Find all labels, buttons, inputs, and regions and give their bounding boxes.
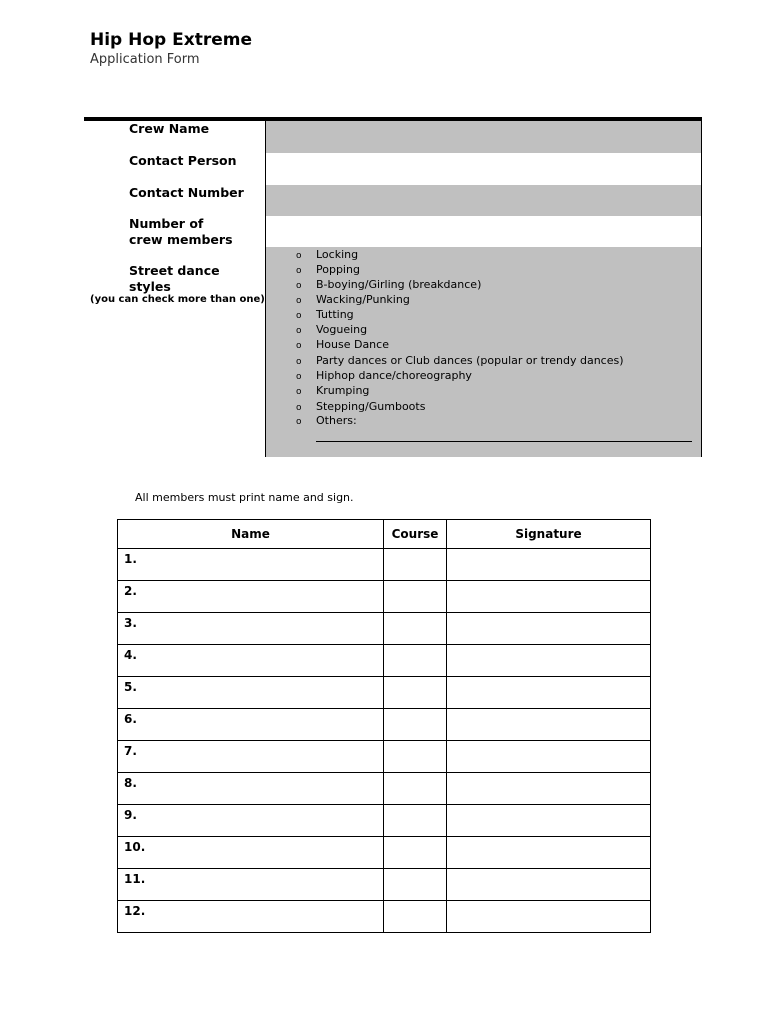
bullet-icon: o — [296, 357, 302, 367]
name-column-header: Name — [118, 520, 384, 549]
bullet-icon: o — [296, 372, 302, 382]
others-input-line[interactable] — [316, 441, 692, 442]
style-option[interactable] — [296, 413, 357, 430]
bullet-icon: o — [296, 281, 302, 291]
bullet-icon: o — [296, 266, 302, 276]
style-option-label: Party dances or Club dances (popular or trendy dances) — [316, 354, 624, 367]
signature-cell[interactable] — [447, 645, 651, 677]
signature-cell[interactable] — [447, 901, 651, 933]
table-row — [118, 741, 651, 773]
number-of-members-label-line2: crew members — [129, 232, 233, 247]
name-cell[interactable]: 10. — [118, 837, 384, 869]
contact-person-field[interactable] — [266, 153, 701, 185]
signature-cell[interactable] — [447, 549, 651, 581]
table-row — [118, 677, 651, 709]
name-cell[interactable]: 5. — [118, 677, 384, 709]
course-cell[interactable] — [384, 741, 447, 773]
course-cell[interactable] — [384, 805, 447, 837]
members-table — [117, 519, 651, 933]
name-cell[interactable]: 8. — [118, 773, 384, 805]
style-option[interactable] — [296, 337, 389, 354]
name-cell[interactable]: 1. — [118, 549, 384, 581]
signature-cell[interactable] — [447, 869, 651, 901]
course-cell[interactable] — [384, 709, 447, 741]
name-cell[interactable]: 11. — [118, 869, 384, 901]
table-row — [118, 549, 651, 581]
number-of-members-label-line1: Number of — [129, 216, 204, 231]
dance-styles-label — [129, 263, 220, 295]
style-option-label: Tutting — [316, 308, 354, 321]
bullet-icon: o — [296, 251, 302, 261]
style-option-label: Krumping — [316, 384, 370, 397]
course-cell[interactable] — [384, 549, 447, 581]
crew-name-label: Crew Name — [129, 121, 210, 136]
signature-cell[interactable] — [447, 741, 651, 773]
contact-number-label: Contact Number — [129, 185, 244, 200]
style-option-label: Vogueing — [316, 323, 368, 336]
table-row — [118, 581, 651, 613]
name-cell[interactable]: 3. — [118, 613, 384, 645]
style-option-label: B-boying/Girling (breakdance) — [316, 278, 482, 291]
signature-cell[interactable] — [447, 581, 651, 613]
style-option-label: Locking — [316, 248, 359, 261]
style-option-label: Hiphop dance/choreography — [316, 369, 472, 382]
table-row — [118, 901, 651, 933]
course-cell[interactable] — [384, 773, 447, 805]
name-cell[interactable]: 12. — [118, 901, 384, 933]
signature-cell[interactable] — [447, 709, 651, 741]
style-option[interactable] — [296, 383, 369, 400]
table-header-row — [118, 520, 651, 549]
bullet-icon: o — [296, 326, 302, 336]
style-option-label: Wacking/Punking — [316, 293, 410, 306]
style-option-label: House Dance — [316, 338, 389, 351]
style-option-label: Others: — [316, 414, 357, 427]
name-cell[interactable]: 2. — [118, 581, 384, 613]
contact-person-label: Contact Person — [129, 153, 237, 168]
signature-column-header: Signature — [447, 520, 651, 549]
course-cell[interactable] — [384, 869, 447, 901]
dance-styles-label-line2: styles — [129, 279, 171, 294]
style-option-label: Popping — [316, 263, 360, 276]
table-row — [118, 645, 651, 677]
name-cell[interactable]: 7. — [118, 741, 384, 773]
table-row — [118, 805, 651, 837]
members-note: All members must print name and sign. — [135, 491, 354, 504]
signature-cell[interactable] — [447, 613, 651, 645]
table-row — [118, 709, 651, 741]
course-cell[interactable] — [384, 581, 447, 613]
name-cell[interactable]: 4. — [118, 645, 384, 677]
page-subtitle: Application Form — [90, 52, 200, 67]
table-row — [118, 773, 651, 805]
bullet-icon: o — [296, 403, 302, 413]
course-cell[interactable] — [384, 645, 447, 677]
signature-cell[interactable] — [447, 837, 651, 869]
page-title: Hip Hop Extreme — [90, 30, 252, 50]
form-column-divider — [265, 121, 266, 457]
name-cell[interactable]: 9. — [118, 805, 384, 837]
signature-cell[interactable] — [447, 805, 651, 837]
course-cell[interactable] — [384, 677, 447, 709]
contact-number-field[interactable] — [266, 185, 701, 216]
dance-styles-note: (you can check more than one) — [90, 294, 265, 305]
style-option-label: Stepping/Gumboots — [316, 400, 426, 413]
bullet-icon: o — [296, 417, 302, 427]
signature-cell[interactable] — [447, 677, 651, 709]
number-of-members-field[interactable] — [266, 216, 701, 247]
name-cell[interactable]: 6. — [118, 709, 384, 741]
form-right-border — [701, 121, 702, 457]
signature-cell[interactable] — [447, 773, 651, 805]
table-row — [118, 837, 651, 869]
table-row — [118, 613, 651, 645]
course-column-header: Course — [384, 520, 447, 549]
course-cell[interactable] — [384, 613, 447, 645]
bullet-icon: o — [296, 296, 302, 306]
crew-name-field[interactable] — [266, 121, 701, 153]
bullet-icon: o — [296, 387, 302, 397]
course-cell[interactable] — [384, 837, 447, 869]
dance-styles-label-line1: Street dance — [129, 263, 220, 278]
course-cell[interactable] — [384, 901, 447, 933]
bullet-icon: o — [296, 311, 302, 321]
bullet-icon: o — [296, 341, 302, 351]
table-row — [118, 869, 651, 901]
number-of-members-label — [129, 216, 233, 248]
